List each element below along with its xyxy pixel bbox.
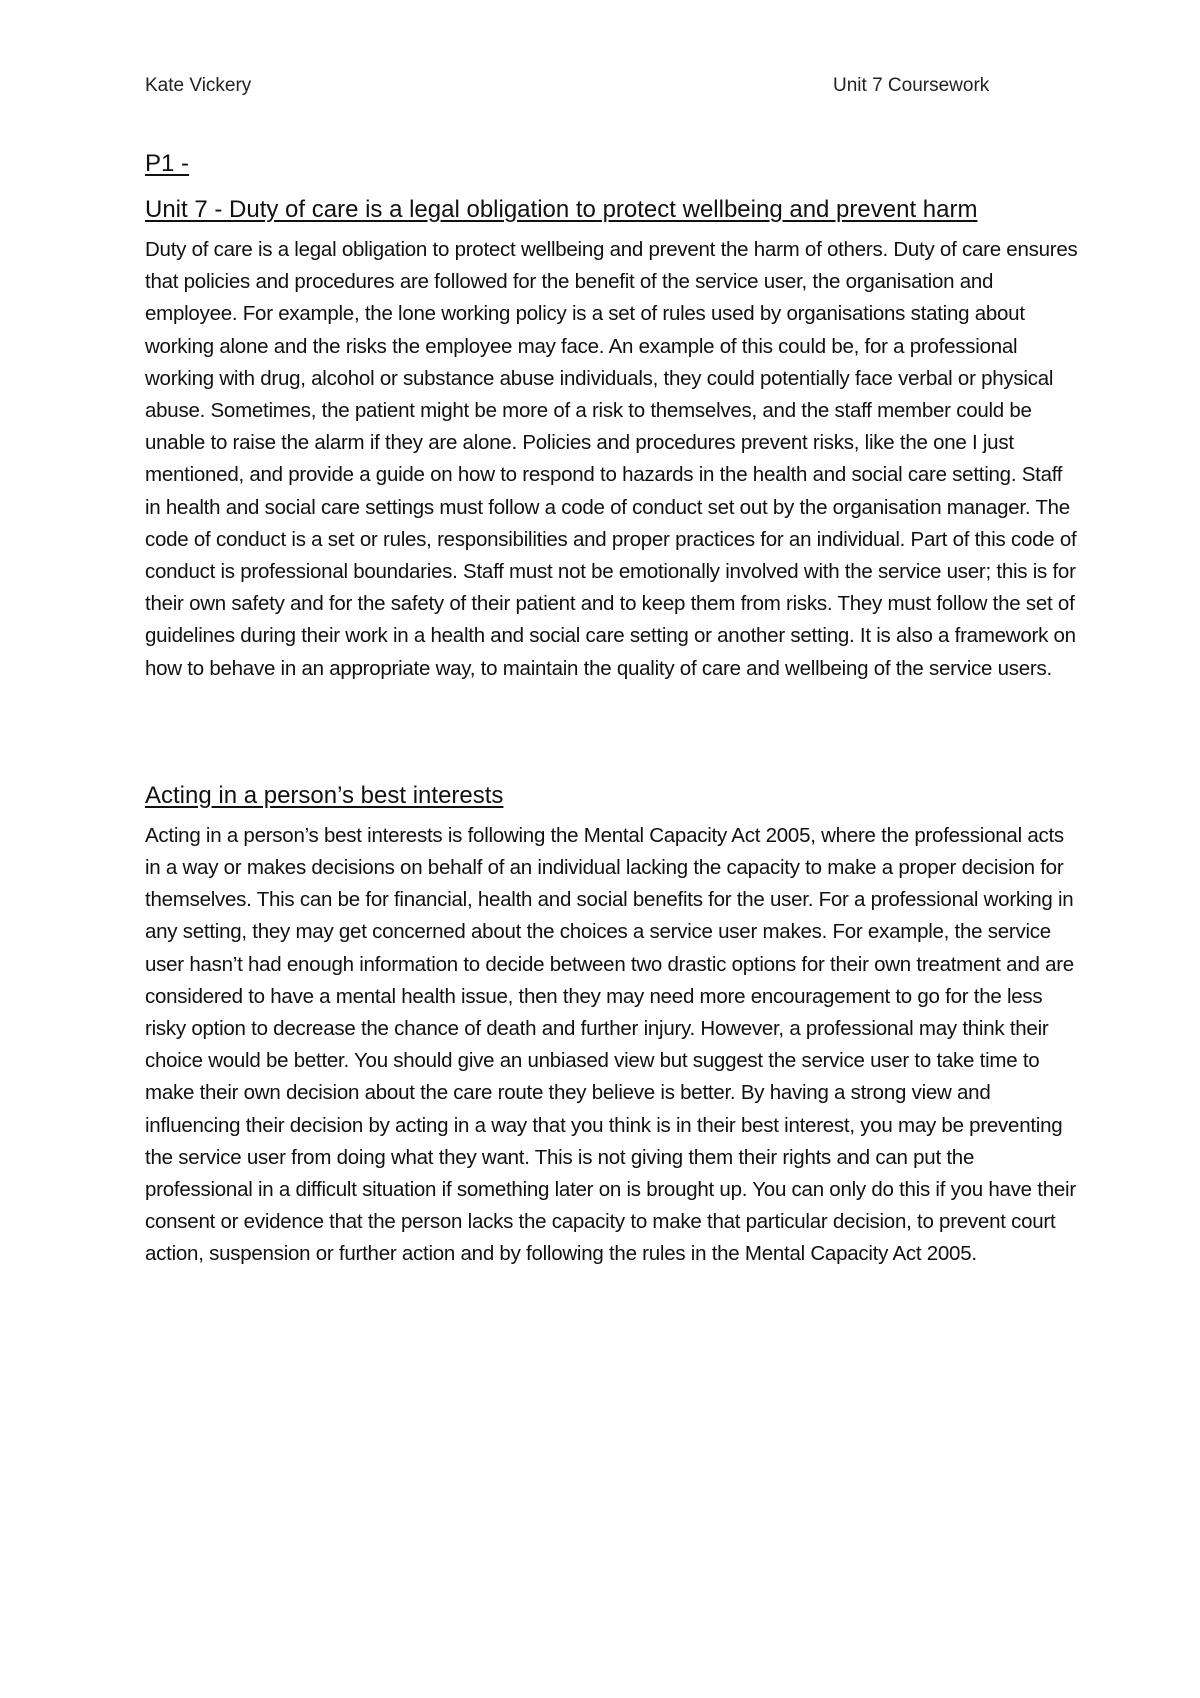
duty-of-care-paragraph: Duty of care is a legal obligation to protect wellbeing and prevent the harm of others. Duty of care ensures that policies and procedures are followed for the benefit of the service user, the organisation and employee. For example, the lone working policy is a set of rules used by organisations stating about working alone and the risks the employee may face. An example of this could be, for a professional working with drug, alcohol or substance abuse individuals, they could potentially face verbal or physical abuse. Sometimes, the patient might be more of a risk to themselves, and the staff member could be unable to raise the alarm if they are alone. Policies and procedures prevent risks, like the one I just mentioned, and provide a guide on how to respond to hazards in the health and social care setting. Staff in health and social care settings must follow a code of conduct set out by the organisation manager. The code of conduct is a set or rules, responsibilities and proper practices for an individual. Part of this code of conduct is professional boundaries. Staff must not be emotionally involved with the service user; this is for their own safety and for the safety of their patient and to keep them from risks. They must follow the set of guidelines during their work in a health and social care setting or another setting. It is also a framework on how to behave in an appropriate way, to maintain the quality of care and wellbeing of the service users. bbox=[145, 238, 1078, 680]
best-interests-paragraph: Acting in a person’s best interests is following the Mental Capacity Act 2005, where the professional acts in a way or makes decisions on behalf of an individual lacking the capacity to make a proper decision for themselves. This can be for financial, health and social benefits for the user. For a professional working in any setting, they may get concerned about the choices a service user makes. For example, the service user hasn’t had enough information to decide between two drastic options for their own treatment and are considered to have a mental health issue, then they may need more encouragement to go for the less risky option to decrease the chance of death and further injury. However, a professional may think their choice would be better. You should give an unbiased view but suggest the service user to take time to make their own decision about the care route they believe is better. By having a strong view and influencing their decision by acting in a way that you think is in their best interest, you may be preventing the service user from doing what they want. This is not giving them their rights and can put the professional in a difficult situation if something later on is brought up. You can only do this if you have their consent or evidence that the person lacks the capacity to make that particular decision, to prevent court action, suspension or further action and by following the rules in the Mental Capacity Act 2005. bbox=[145, 823, 1076, 1266]
best-interests-heading: Acting in a person’s best interests bbox=[145, 781, 504, 809]
document-body bbox=[145, 148, 1080, 1271]
header-author: Kate Vickery bbox=[145, 75, 252, 96]
header-unit: Unit 7 Coursework bbox=[833, 75, 990, 96]
section-spacer bbox=[145, 685, 1080, 780]
section-label: P1 - bbox=[145, 150, 190, 177]
duty-of-care-heading: Unit 7 - Duty of care is a legal obligation to protect wellbeing and prevent harm bbox=[145, 196, 978, 223]
